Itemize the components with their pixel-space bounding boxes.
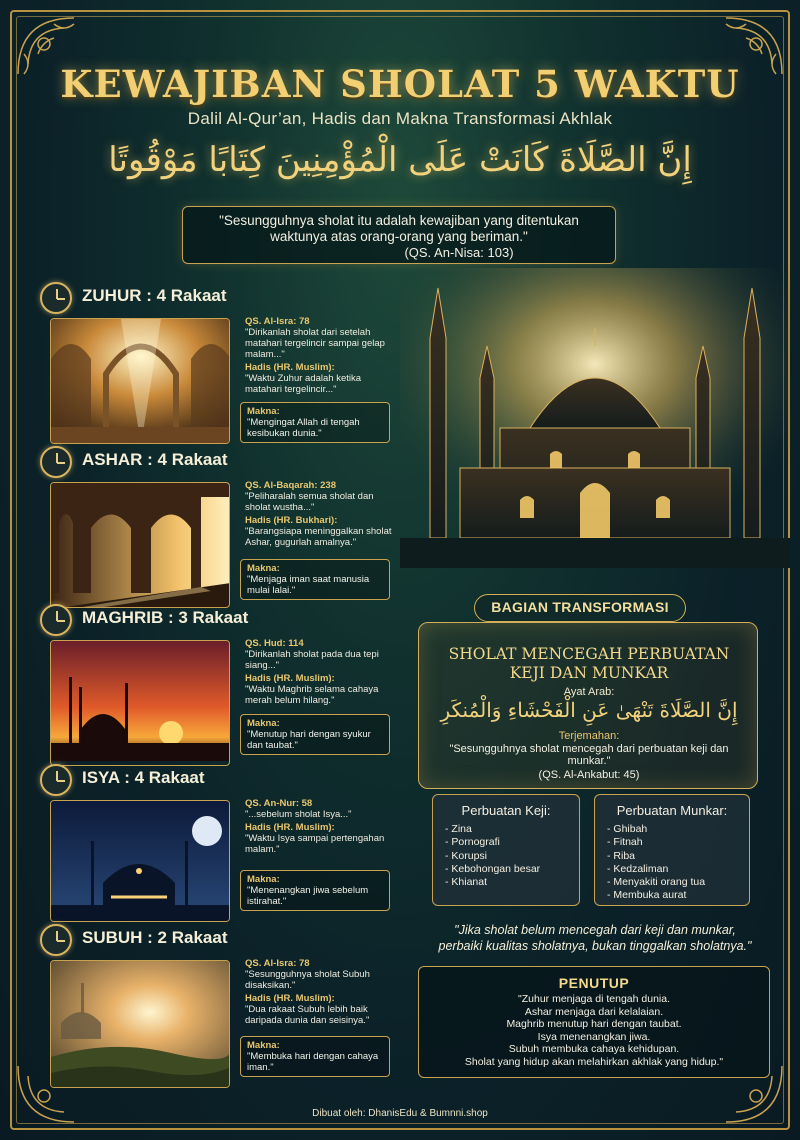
heading-line-2: KEJI DAN MUNKAR — [509, 664, 669, 682]
quran-reference: QS. Al-Isra: 78 — [245, 958, 310, 969]
makna-label: Makna: — [247, 874, 280, 885]
makna-box — [240, 714, 390, 755]
hadis-reference: Hadis (HR. Muslim): — [245, 673, 335, 684]
terjemahan-reference: (QS. Al-Ankabut: 45) — [538, 769, 640, 781]
munkar-list — [607, 823, 705, 903]
makna-box — [240, 559, 390, 600]
list-item: - Membuka aurat — [607, 889, 687, 902]
arabic-verse-ankabut: إِنَّ الصَّلَاةَ تَنْهَىٰ عَنِ الْفَحْشَاءِ وَالْمُنكَرِ — [440, 698, 738, 722]
prayer-name: ZUHUR : 4 Rakaat — [82, 286, 227, 305]
terjemahan-text: "Sesungguhnya sholat mencegah dari perbuatan keji dan munkar." — [449, 743, 729, 767]
clock-icon — [40, 924, 72, 956]
mosque-arcade-image — [50, 482, 230, 608]
section-tab-transformasi: BAGIAN TRANSFORMASI — [474, 594, 686, 622]
transformasi-heading — [419, 645, 759, 683]
makna-box — [240, 1036, 390, 1077]
heading-line-1: SHOLAT MENCEGAH PERBUATAN — [448, 645, 730, 663]
quran-text: "Dirikanlah sholat pada dua tepi siang..." — [245, 649, 379, 671]
quran-text: "...sebelum sholat Isya..." — [245, 809, 352, 820]
prayer-name: MAGHRIB : 3 Rakaat — [82, 608, 249, 627]
night-mosque-image — [50, 800, 230, 922]
translation-line-1: "Sesungguhnya sholat itu adalah kewajiban yang ditentukan — [219, 213, 579, 228]
mosque-interior-image — [50, 318, 230, 444]
credit-footer: Dibuat oleh: DhanisEdu & Bumnni.shop — [312, 1108, 488, 1119]
prayer-dalil-text — [245, 316, 395, 397]
prayer-section-subuh — [40, 924, 395, 1084]
quote-line-1: "Jika sholat belum mencegah dari keji dan munkar, — [454, 923, 736, 937]
munkar-list-box — [594, 794, 750, 906]
hadis-text: "Waktu Maghrib selama cahaya merah belum hilang." — [245, 684, 379, 706]
list-item: - Khianat — [445, 876, 488, 889]
clock-icon — [40, 446, 72, 478]
list-item: - Menyakiti orang tua — [607, 876, 706, 889]
makna-label: Makna: — [247, 1040, 280, 1051]
makna-box — [240, 870, 390, 911]
quote-line-2: perbaiki kualitas sholatnya, bukan tinggalkan sholatnya." — [438, 939, 752, 953]
penutup-line: Subuh membuka cahaya kehidupan. — [508, 1043, 680, 1056]
prayer-name: ASHAR : 4 Rakaat — [82, 450, 228, 469]
prayer-name: ISYA : 4 Rakaat — [82, 768, 205, 787]
quran-reference: QS. An-Nur: 58 — [245, 798, 313, 809]
keji-list — [445, 823, 540, 889]
sunrise-mosque-image — [50, 960, 230, 1088]
penutup-box — [418, 966, 770, 1078]
prayer-dalil-text — [245, 480, 395, 550]
quran-text: "Peliharalah semua sholat dan sholat wustha..." — [245, 491, 374, 513]
prayer-dalil-text — [245, 638, 395, 708]
hadis-reference: Hadis (HR. Muslim): — [245, 822, 335, 833]
prayer-section-maghrib — [40, 604, 395, 764]
list-item: - Ghibah — [607, 823, 648, 835]
list-item: - Korupsi — [445, 849, 488, 862]
sunset-mosque-image — [50, 640, 230, 766]
list-item: - Fitnah — [607, 836, 643, 849]
keji-list-box — [432, 794, 580, 906]
prayer-section-ashar — [40, 446, 395, 606]
prayer-section-zuhur — [40, 282, 395, 442]
prayer-dalil-text — [245, 958, 395, 1028]
terjemahan-label: Terjemahan: — [558, 730, 620, 742]
prayer-name: SUBUH : 2 Rakaat — [82, 928, 228, 947]
hadis-reference: Hadis (HR. Bukhari): — [245, 515, 338, 526]
quran-reference: QS. Hud: 114 — [245, 638, 304, 649]
hadis-text: "Dua rakaat Subuh lebih baik daripada dunia dan seisinya." — [245, 1004, 370, 1026]
makna-label: Makna: — [247, 718, 280, 729]
arabic-label: Ayat Arab: — [563, 686, 615, 698]
clock-icon — [40, 604, 72, 636]
verse-translation-box — [182, 206, 616, 264]
clock-icon — [40, 764, 72, 796]
list-item: - Riba — [607, 849, 636, 862]
penutup-line: Maghrib menutup hari dengan taubat. — [506, 1018, 682, 1031]
hadis-text: "Waktu Zuhur adalah ketika matahari tergelincir..." — [245, 373, 362, 395]
penutup-heading: PENUTUP — [558, 975, 630, 991]
translation-line-2: waktunya atas orang-orang yang beriman." — [270, 229, 528, 244]
quran-reference: QS. Al-Isra: 78 — [245, 316, 310, 327]
page-subtitle: Dalil Al-Qur’an, Hadis dan Makna Transformasi Akhlak — [187, 109, 613, 128]
makna-text: "Mengingat Allah di tengah kesibukan dunia." — [247, 417, 360, 439]
page-title: KEWAJIBAN SHOLAT 5 WAKTU — [60, 62, 740, 106]
list-item: - Kedzaliman — [607, 862, 669, 875]
penutup-line: "Zuhur menjaga di tengah dunia. — [518, 993, 670, 1005]
makna-text: "Menjaga iman saat manusia mulai lalai." — [247, 574, 370, 596]
keji-heading: Perbuatan Keji: — [461, 803, 551, 818]
mosque-illustration — [400, 268, 790, 568]
makna-label: Makna: — [247, 563, 280, 574]
hadis-text: "Waktu Isya sampai pertengahan malam." — [245, 833, 385, 855]
makna-text: "Membuka hari dengan cahaya iman." — [247, 1051, 379, 1073]
quran-text: "Sesungguhnya sholat Subuh disaksikan." — [245, 969, 370, 991]
quran-text: "Dirikanlah sholat dari setelah matahari tergelincir sampai gelap malam..." — [245, 327, 385, 360]
makna-label: Makna: — [247, 406, 280, 417]
hadis-text: "Barangsiapa meninggalkan sholat Ashar, gugurlah amalnya." — [245, 526, 392, 548]
penutup-line: Sholat yang hidup akan melahirkan akhlak yang hidup." — [464, 1055, 724, 1068]
quran-reference: QS. Al-Baqarah: 238 — [245, 480, 336, 491]
penutup-line: Isya menenangkan jiwa. — [537, 1030, 651, 1043]
translation-reference: (QS. An-Nisa: 103) — [404, 245, 514, 260]
makna-text: "Menenangkan jiwa sebelum istirahat." — [247, 885, 369, 907]
prayer-dalil-text — [245, 798, 395, 857]
makna-box — [240, 402, 390, 443]
makna-text: "Menutup hari dengan syukur dan taubat." — [247, 729, 371, 751]
transformasi-box — [418, 622, 758, 789]
penutup-text — [419, 993, 769, 1069]
arabic-verse: إِنَّ الصَّلَاةَ كَانَتْ عَلَى الْمُؤْمِنِينَ كِتَابًا مَوْقُوتًا — [108, 140, 692, 180]
hadis-reference: Hadis (HR. Muslim): — [245, 362, 335, 373]
prayer-section-isya — [40, 764, 395, 924]
closing-quote — [415, 922, 775, 954]
clock-icon — [40, 282, 72, 314]
list-item: - Kebohongan besar — [445, 862, 541, 875]
hadis-reference: Hadis (HR. Muslim): — [245, 993, 335, 1004]
munkar-heading: Perbuatan Munkar: — [616, 803, 728, 818]
penutup-line: Ashar menjaga dari kelalaian. — [524, 1005, 664, 1018]
list-item: - Pornografi — [445, 836, 500, 849]
list-item: - Zina — [445, 823, 472, 835]
